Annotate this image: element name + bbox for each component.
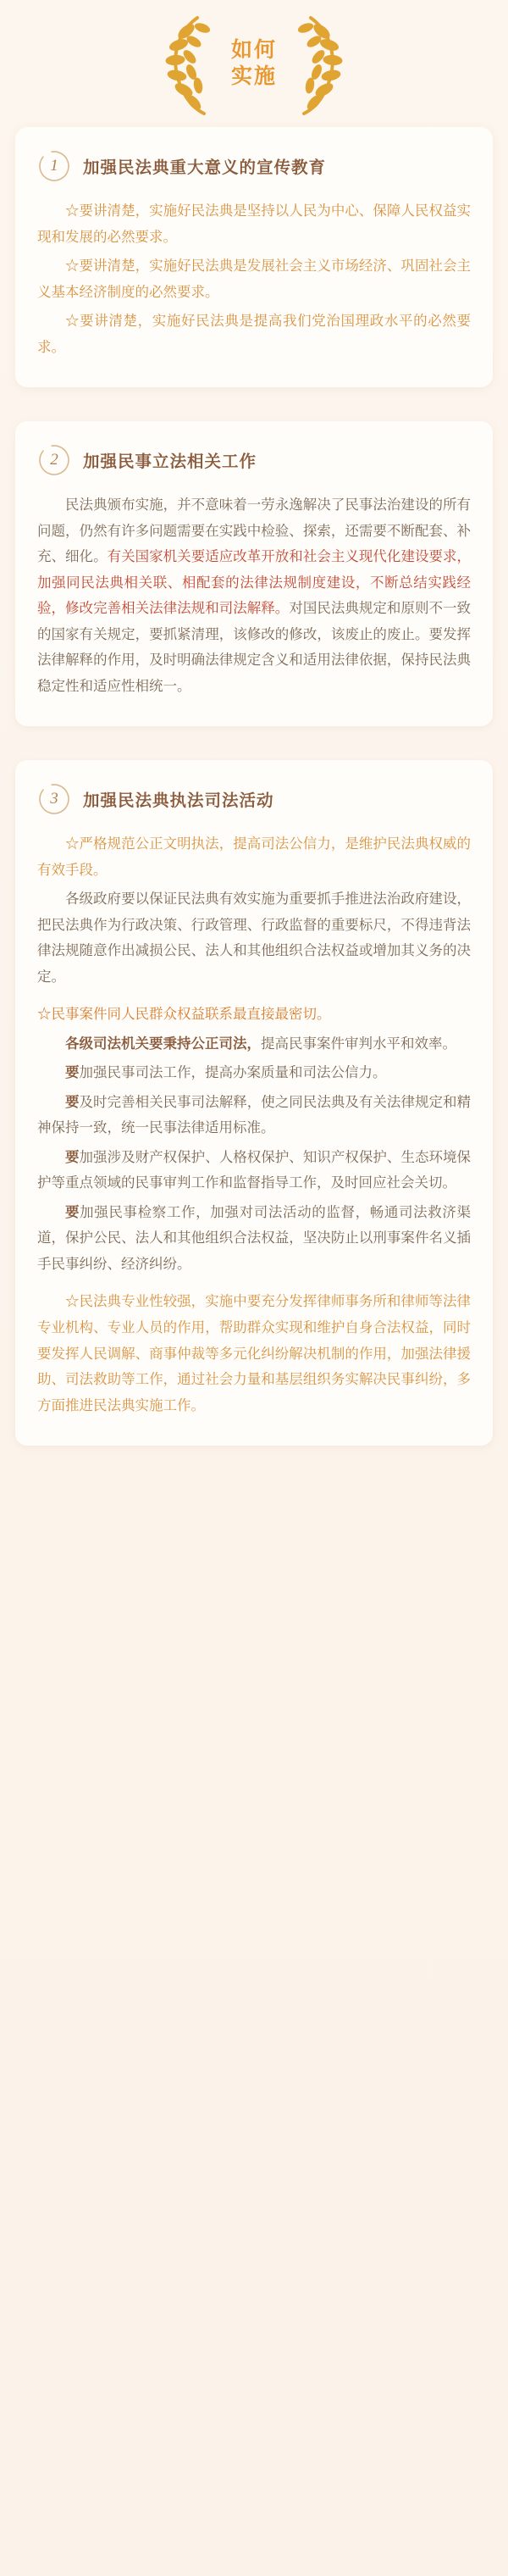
section-title: 加强民法典执法司法活动 [83, 791, 274, 811]
section-paragraph [37, 1200, 471, 1278]
laurel-wreath-icon [148, 11, 360, 117]
text-run: 各级司法机关要秉持公正司法， [65, 1035, 261, 1052]
text-run: ☆民事案件同人民群众权益联系最直接最密切。 [37, 1006, 331, 1023]
section-paragraph [37, 1031, 471, 1058]
page-title-line1: 如何 [230, 37, 277, 62]
section-paragraph [37, 1060, 471, 1086]
section-paragraph [37, 831, 471, 883]
section-paragraph [37, 1002, 471, 1028]
section-number: 3 [50, 790, 58, 808]
section-header [37, 782, 471, 816]
section-number: 1 [50, 157, 58, 175]
text-run: 要 [65, 1093, 80, 1110]
text-run: ☆严格规范公正文明执法，提高司法公信力，是维护民法典权威的有效手段。 [37, 836, 471, 878]
section-title: 加强民事立法相关工作 [83, 452, 257, 472]
text-run: 要 [65, 1148, 80, 1165]
section-card [15, 760, 493, 1446]
section-paragraph [37, 1145, 471, 1196]
page-title [231, 37, 277, 91]
section-paragraph [37, 198, 471, 250]
text-run: ☆要讲清楚， [65, 203, 150, 219]
text-run: 及时完善相关民事司法解释，使之同民法典及有关法律规定和精神保持一致，统一民事法律适用标准。 [37, 1093, 472, 1136]
text-run: ☆要讲清楚， [65, 258, 150, 275]
section-paragraph [37, 492, 471, 699]
text-run: 对国民法典规定和原则不一致的国家有关规定，要抓紧清理，该修改的修改，该废止的废止。要发挥法律解释的作用，及时明确法律规定含义和适用法律依据，保持民法典稳定性和适应性相统一。 [37, 600, 472, 694]
section-paragraph [37, 253, 471, 305]
text-run: 民法典颁布实施，并不意味着一劳永逸解决了民事法治建设的所有问题，仍然有许多问题需要在实践中检验、探索，还需要不断配套、补充、细化。 [37, 497, 471, 565]
page-title-line2: 实施 [230, 64, 277, 88]
section-card [15, 421, 493, 726]
section-title: 加强民法典重大意义的宣传教育 [83, 158, 327, 177]
text-run: 加强民事司法工作，提高办案质量和司法公信力。 [79, 1064, 387, 1081]
section-number-badge [37, 149, 71, 183]
section-paragraph [37, 308, 471, 360]
section-number-badge [37, 782, 71, 816]
text-run: 加强涉及财产权保护、人格权保护、知识产权保护、生态环境保护等重点领域的民事审判工作和监督指导工作，及时回应社会关切。 [37, 1148, 472, 1191]
text-run: 实施好民法典是提高我们党治国理政水平的必然要求。 [37, 313, 472, 355]
section-number-badge [37, 443, 71, 477]
section-header [37, 149, 471, 183]
section-list [0, 127, 508, 1446]
section-paragraph [37, 886, 471, 990]
section-paragraph [37, 1289, 471, 1418]
text-run: 各级政府要以保证民法典有效实施为重要抓手推进法治政府建设，把民法典作为行政决策、行政管理、行政监督的重要标尺，不得违背法律法规随意作出减损公民、法人和其他组织合法权益或增加其义务的决定。 [37, 891, 471, 985]
page-header [0, 0, 508, 127]
text-run: 有关国家机关要适应改革开放和社会主义现代化建设要求，加强同民法典相关联、相配套的法律法规制度建设，不断总结实践经验，修改完善相关法律法规和司法解释。 [37, 548, 472, 617]
text-run: 提高民事案件审判水平和效率。 [261, 1035, 456, 1052]
text-run: 实施好民法典是坚持以人民为中心、保障人民权益实现和发展的必然要求。 [37, 203, 472, 245]
text-run: 实施好民法典是发展社会主义市场经济、巩固社会主义基本经济制度的必然要求。 [37, 258, 472, 300]
section-number: 2 [50, 451, 58, 469]
section-header [37, 443, 471, 477]
text-run: 要 [65, 1064, 80, 1081]
section-card [15, 127, 493, 387]
text-run: ☆民法典专业性较强，实施中要充分发挥律师事务所和律师等法律专业机构、专业人员的作用，帮助群众实现和维护自身合法权益，同时要发挥人民调解、商事仲裁等多元化纠纷解决机制的作用，加强法律援助、司法救助等工作，通过社会力量和基层组织务实解决民事纠纷，多方面推进民法典实施工作。 [37, 1293, 471, 1413]
text-run: 要 [65, 1203, 80, 1220]
section-paragraph [37, 1090, 471, 1141]
text-run: 加强民事检察工作，加强对司法活动的监督，畅通司法救济渠道，保护公民、法人和其他组织合法权益，坚决防止以刑事案件名义插手民事纠纷、经济纠纷。 [37, 1203, 472, 1272]
text-run: ☆要讲清楚， [65, 313, 152, 330]
